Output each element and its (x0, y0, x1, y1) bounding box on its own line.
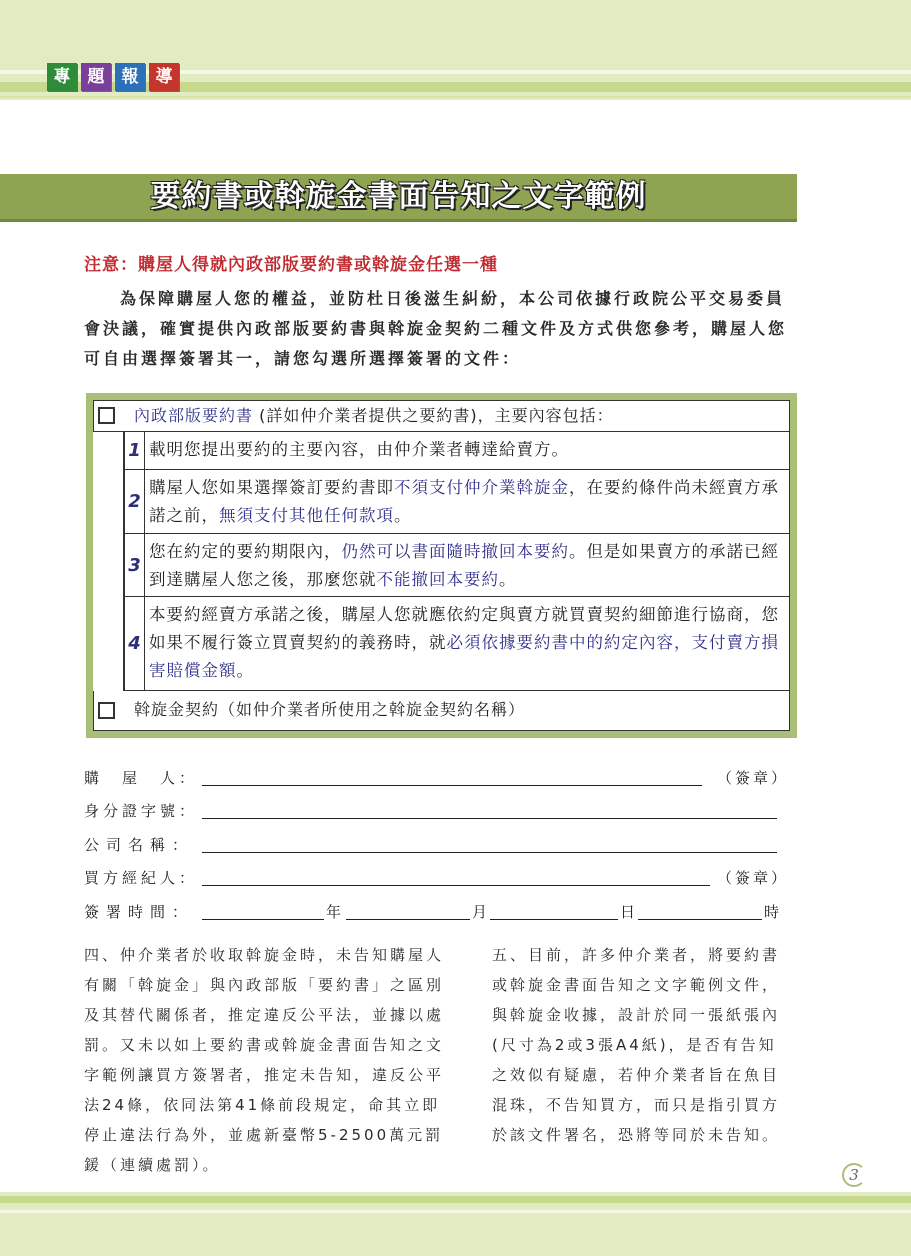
item-segment: ，在要約條件尚未經賣方承諾之前， (149, 478, 779, 525)
item-segment: 購屋人您如果選擇簽訂要約書即 (149, 478, 394, 497)
item-highlight: 必須依據要約書中的約定內容，支付賣方損害賠償金額 (149, 633, 779, 680)
notice: 注意：購屋人得就內政部版要約書或斡旋金任選一種 (84, 255, 498, 275)
header-stripe (0, 96, 911, 98)
item-segment: 。 (394, 506, 412, 525)
item-segment: 載明您提出要約的主要內容，由仲介業者轉達給賣方。 (149, 440, 569, 459)
item-text (149, 538, 781, 594)
offer-title: 內政部版要約書 (134, 406, 254, 425)
section-label-char: 報 (115, 63, 145, 91)
id-line[interactable] (202, 818, 777, 819)
time-label: 簽署時間： (84, 903, 195, 921)
month-unit: 月 (472, 903, 488, 921)
section-label (47, 63, 179, 91)
item-segment: 。但是如果賣方的承諾已經到達購屋人您之後，那麼您就 (149, 542, 779, 589)
deposit-label: 斡旋金契約（如仲介業者所使用之斡旋金契約名稱） (134, 700, 526, 719)
footer-stripe (0, 1196, 911, 1203)
option-row-offer (93, 400, 790, 432)
company-line[interactable] (202, 852, 777, 853)
item-highlight: 仍然可以書面隨時撤回本要約 (341, 542, 569, 561)
column-right: 五、目前，許多仲介業者，將要約書或斡旋金書面告知之文字範例文件，與斡旋金收據，設計於同一張紙張內(尺寸為2或3張A4紙)，是否有告知之效似有疑慮，若仲介業者旨在魚目混珠，不告知買方，而只是指引買方於該文件署名，恐將等同於未告知。 (492, 946, 781, 1144)
item-segment: 。 (499, 570, 517, 589)
month-line[interactable] (346, 919, 470, 920)
day-unit: 日 (620, 903, 636, 921)
id-label: 身分證字號： (84, 802, 199, 820)
item-row (124, 432, 790, 470)
deposit-checkbox[interactable] (98, 702, 115, 719)
hour-line[interactable] (638, 919, 762, 920)
item-number: 1 (125, 432, 145, 469)
page-number: 3 (842, 1163, 866, 1187)
section-label-char: 導 (149, 63, 179, 91)
item-highlight: 無須支付其他任何款項 (219, 506, 394, 525)
item-text (149, 601, 781, 685)
title-bar (0, 174, 797, 219)
item-number: 3 (125, 534, 145, 596)
signature-row-id (84, 795, 789, 825)
section-label-char: 專 (47, 63, 77, 91)
company-label: 公司名稱： (84, 836, 195, 854)
year-line[interactable] (202, 919, 324, 920)
page-title: 要約書或斡旋金書面告知之文字範例 (150, 179, 647, 214)
options-box (86, 393, 797, 738)
offer-checkbox[interactable] (98, 407, 115, 424)
item-row (124, 470, 790, 534)
option-label (134, 403, 779, 428)
item-text (149, 436, 781, 464)
item-text (149, 474, 781, 530)
section-label-char: 題 (81, 63, 111, 91)
agent-label: 買方經紀人： (84, 869, 199, 887)
item-row (124, 534, 790, 597)
day-line[interactable] (490, 919, 618, 920)
signature-row-company (84, 829, 789, 859)
item-highlight: 不須支付仲介業斡旋金 (394, 478, 569, 497)
buyer-label: 購 屋 人： (84, 769, 199, 787)
hour-unit: 時 (764, 903, 780, 921)
buyer-seal-label: （簽章） (716, 769, 789, 787)
item-number: 4 (125, 597, 145, 690)
options-table (93, 400, 790, 731)
agent-seal-label: （簽章） (716, 869, 789, 887)
item-segment: 您在約定的要約期限內， (149, 542, 342, 561)
footer-stripe (0, 1210, 911, 1213)
offer-detail: (詳如仲介業者提供之要約書)，主要內容包括： (259, 406, 614, 425)
item-number: 2 (125, 470, 145, 533)
option-row-deposit (93, 691, 790, 731)
intro-paragraph: 為保障購屋人您的權益，並防杜日後滋生糾紛，本公司依據行政院公平交易委員會決議，確實提供內政部版要約書與斡旋金契約二種文件及方式供您參考，購屋人您可自由選擇簽署其一，請您勾選所選擇簽署的文件： (84, 289, 788, 368)
agent-line[interactable] (202, 885, 710, 886)
item-highlight: 不能撤回本要約 (376, 570, 499, 589)
year-unit: 年 (326, 903, 342, 921)
item-row (124, 597, 790, 691)
item-segment: 本要約經賣方承諾之後，購屋人您就應依約定與賣方就買賣契約細節進行協商，您如果不履行簽立買賣契約的義務時，就 (149, 605, 779, 652)
column-left: 四、仲介業者於收取斡旋金時，未告知購屋人有關「斡旋金」與內政部版「要約書」之區別及其替代關係者，推定違反公平法，並據以處罰。又未以如上要約書或斡旋金書面告知之文字範例讓買方簽署者，推定未告知，違反公平法24條，依同法第41條前段規定，命其立即停止違法行為外，並處新臺幣5-2500萬元罰鍰（連續處罰）。 (84, 946, 445, 1174)
signature-row-time (84, 896, 789, 926)
buyer-line[interactable] (202, 785, 702, 786)
signature-row-buyer (84, 762, 789, 792)
signature-row-agent (84, 862, 789, 892)
item-segment: 。 (236, 661, 254, 680)
